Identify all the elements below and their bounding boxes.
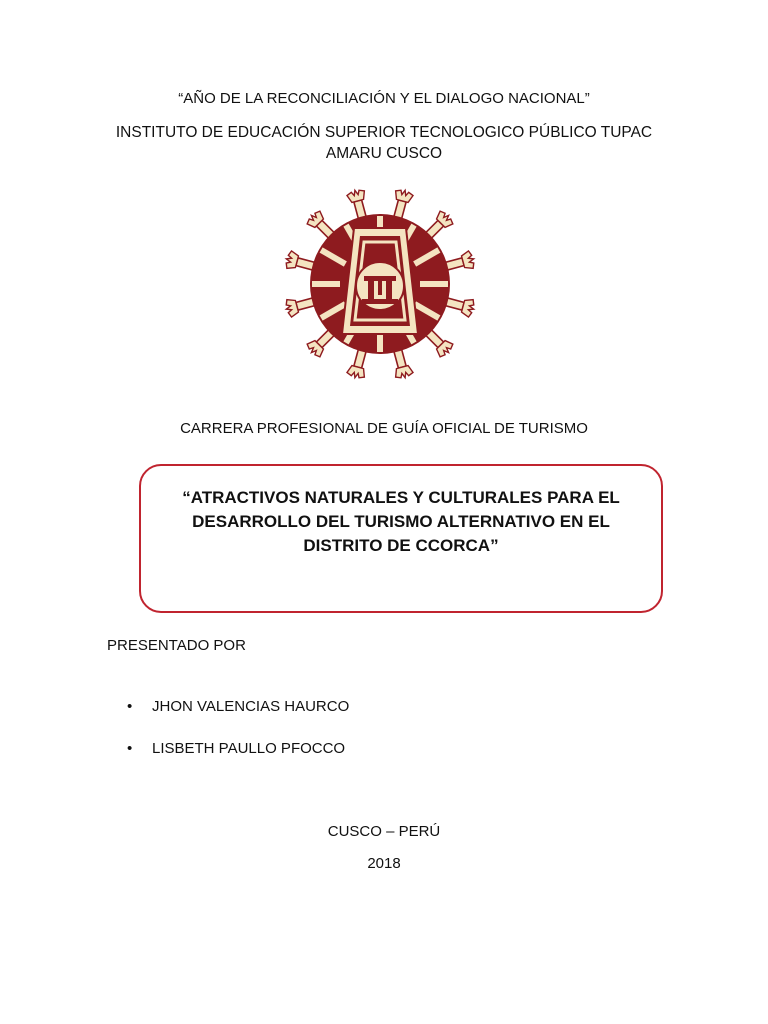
place-label: CUSCO – PERÚ <box>327 823 441 840</box>
institute-name-line-1: INSTITUTO DE EDUCACIÓN SUPERIOR TECNOLOGICO PÚBLICO TUPAC <box>115 124 653 141</box>
author-name: LISBETH PAULLO PFOCCO <box>152 740 346 757</box>
author-name: JHON VALENCIAS HAURCO <box>152 698 350 715</box>
thesis-title <box>141 486 661 558</box>
emblem-spoke <box>312 281 340 287</box>
bullet-icon: • <box>127 740 133 757</box>
presented-by-label: PRESENTADO POR <box>107 637 246 654</box>
year-label: 2018 <box>367 855 401 872</box>
career-name: CARRERA PROFESIONAL DE GUÍA OFICIAL DE TURISMO <box>180 420 588 437</box>
thesis-title-box <box>139 464 663 613</box>
thesis-title-line-1: “ATRACTIVOS NATURALES Y CULTURALES PARA EL <box>182 488 620 507</box>
institute-emblem-icon <box>280 186 480 382</box>
author-item <box>127 740 349 782</box>
author-item <box>127 698 349 740</box>
institute-name-line-2: AMARU CUSCO <box>325 145 443 162</box>
slogan: “AÑO DE LA RECONCILIACIÓN Y EL DIALOGO NACIONAL” <box>178 90 590 107</box>
bullet-icon: • <box>127 698 133 715</box>
thesis-title-line-2: DESARROLLO DEL TURISMO ALTERNATIVO EN EL <box>192 512 610 531</box>
author-list <box>127 698 349 782</box>
thesis-title-line-3: DISTRITO DE CCORCA” <box>303 536 499 555</box>
institute-name <box>0 122 768 164</box>
emblem-spoke <box>420 281 448 287</box>
